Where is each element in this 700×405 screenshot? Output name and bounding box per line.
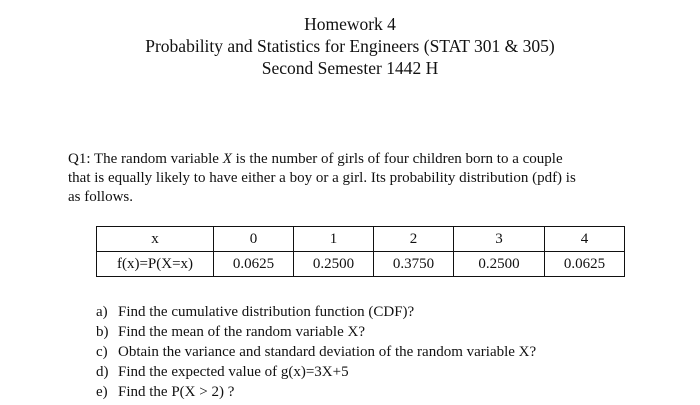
question-line-3: as follows. [68, 189, 133, 205]
course-title: Probability and Statistics for Engineers (STAT 301 & 305) [145, 36, 555, 56]
list-item: e) Find the P(X > 2) ? [96, 384, 235, 400]
table-cell: 0.2500 [454, 252, 545, 277]
table-cell: 4 [545, 227, 625, 252]
table-cell: 0.3750 [374, 252, 454, 277]
table-row-x [97, 227, 625, 252]
variable-x: X [222, 151, 232, 167]
table-cell: 1 [294, 227, 374, 252]
pdf-table [96, 226, 625, 277]
list-item: d) Find the expected value of g(x)=3X+5 [96, 364, 349, 380]
homework-title: Homework 4 [304, 14, 396, 34]
semester-label: Second Semester 1442 H [261, 58, 439, 78]
question-line-1: Q1: The random variable X is the number of girls of four children born to a couple [68, 151, 563, 167]
table-header-x: x [97, 227, 214, 252]
table-row-fx [97, 252, 625, 277]
table-cell: 0.0625 [545, 252, 625, 277]
table-cell: 2 [374, 227, 454, 252]
question-parts-list [96, 302, 536, 402]
table-cell: 0.0625 [214, 252, 294, 277]
list-item: a) Find the cumulative distribution function (CDF)? [96, 304, 415, 320]
question-1-text [68, 150, 668, 207]
question-line-2: that is equally likely to have either a boy or a girl. Its probability distribution (pdf) is [68, 170, 576, 186]
table-cell: 0 [214, 227, 294, 252]
table-header-fx: f(x)=P(X=x) [97, 252, 214, 277]
table-cell: 3 [454, 227, 545, 252]
list-item: b) Find the mean of the random variable X? [96, 324, 366, 340]
list-item: c) Obtain the variance and standard deviation of the random variable X? [96, 344, 537, 360]
table-cell: 0.2500 [294, 252, 374, 277]
